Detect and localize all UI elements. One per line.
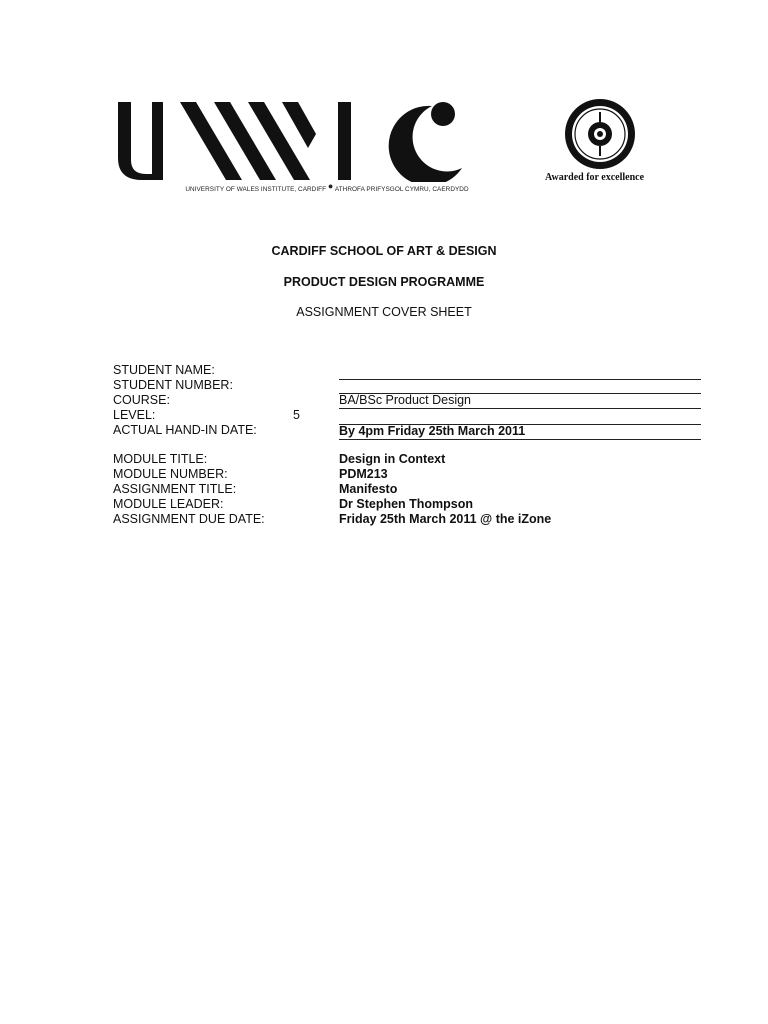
student-name-line xyxy=(339,379,701,380)
course-value: BA/BSc Product Design xyxy=(339,393,472,407)
seal-caption: Awarded for excellence xyxy=(545,172,645,183)
assignment-due-date-value: Friday 25th March 2011 @ the iZone xyxy=(339,512,552,526)
assignment-due-date-label: ASSIGNMENT DUE DATE: xyxy=(113,512,265,526)
module-title-label: MODULE TITLE: xyxy=(113,452,208,466)
student-number-label: STUDENT NUMBER: xyxy=(113,378,233,392)
assignment-title-value: Manifesto xyxy=(339,482,398,496)
module-leader-value: Dr Stephen Thompson xyxy=(339,497,474,511)
institution-caption xyxy=(116,183,538,193)
level-label: LEVEL: xyxy=(113,408,156,422)
module-number-value: PDM213 xyxy=(339,467,388,481)
institution-caption-welsh: ATHROFA PRIFYSGOL CYMRU, CAERDYDD xyxy=(334,186,469,193)
module-number-label: MODULE NUMBER: xyxy=(113,467,228,481)
student-name-label: STUDENT NAME: xyxy=(113,363,215,377)
assignment-title-label: ASSIGNMENT TITLE: xyxy=(113,482,237,496)
programme-title: PRODUCT DESIGN PROGRAMME xyxy=(283,275,485,289)
school-title: CARDIFF SCHOOL OF ART & DESIGN xyxy=(271,244,497,258)
separator-dot-icon: ● xyxy=(327,181,334,191)
charter-mark-seal xyxy=(559,97,641,171)
level-value: 5 xyxy=(293,408,300,422)
institution-caption-english: UNIVERSITY OF WALES INSTITUTE, CARDIFF xyxy=(185,186,327,193)
uwic-logo xyxy=(116,98,466,182)
module-leader-label: MODULE LEADER: xyxy=(113,497,224,511)
module-title-value: Design in Context xyxy=(339,452,446,466)
course-line xyxy=(339,408,701,409)
sheet-title: ASSIGNMENT COVER SHEET xyxy=(296,305,472,319)
handin-date-line xyxy=(339,439,701,440)
handin-date-value: By 4pm Friday 25th March 2011 xyxy=(339,424,526,438)
handin-date-label: ACTUAL HAND-IN DATE: xyxy=(113,423,257,437)
course-label: COURSE: xyxy=(113,393,170,407)
